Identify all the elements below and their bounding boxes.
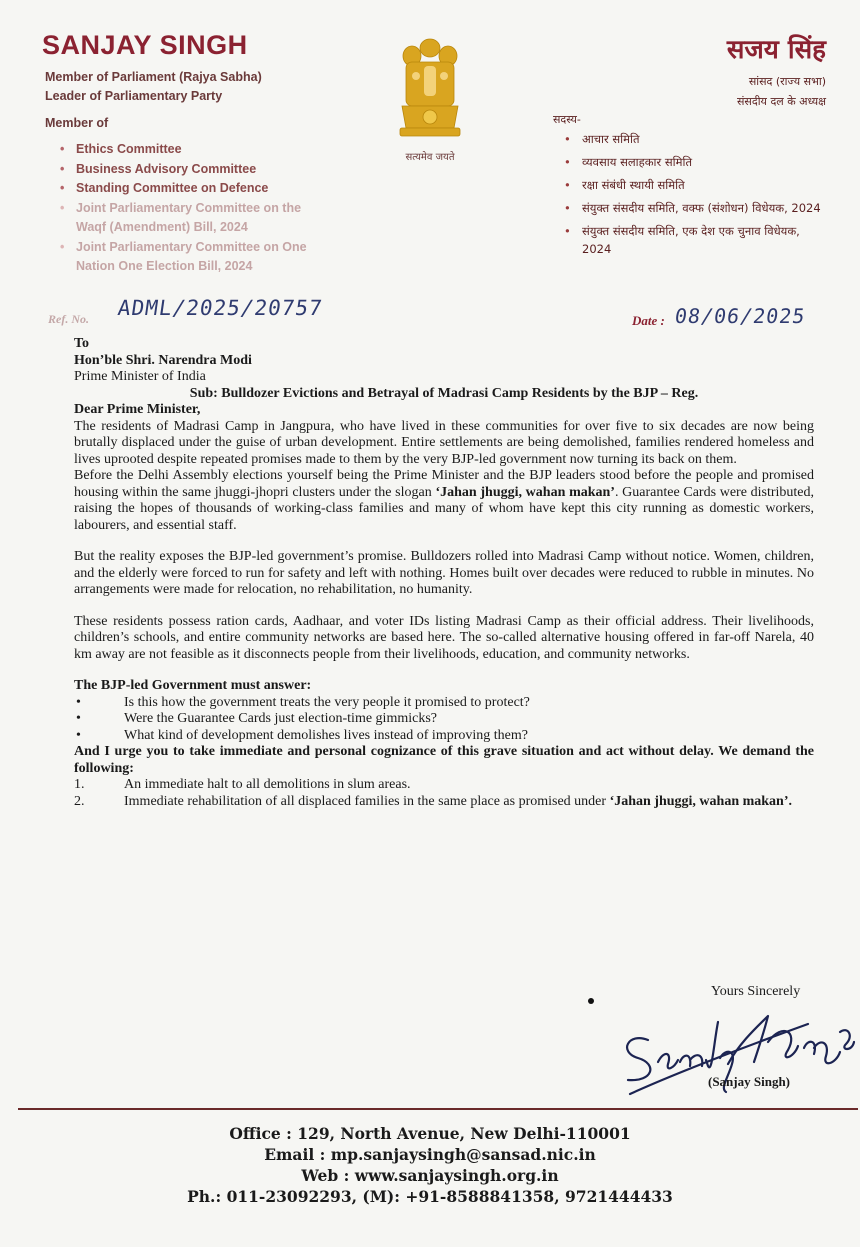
- committee-item: • Standing Committee on Defence: [52, 179, 316, 199]
- question-item: • Were the Guarantee Cards just election-time gimmicks?: [74, 711, 814, 728]
- demand-text: An immediate halt to all demolitions in slum areas.: [124, 777, 411, 792]
- paragraph-4: These residents possess ration cards, Aadhaar, and voter IDs listing Madrasi Camp as their official address. Their livelihoods, children’s schools, and entire community networks are based here. The so-called alternative housing offered in far-off Narela, 40 km away are not feasible as it disconnects people from their livelihoods, education, and community networks.: [74, 613, 814, 662]
- subject-line: Sub: Bulldozer Evictions and Betrayal of Madrasi Camp Residents by the BJP – Reg.: [189, 385, 699, 401]
- letterhead-name-hindi: सजय सिंह: [726, 35, 826, 65]
- demand-item: [74, 794, 814, 811]
- committee-item: • Business Advisory Committee: [52, 160, 316, 180]
- slogan: ‘Jahan jhuggi, wahan makan’: [435, 484, 615, 500]
- reference-label: Ref. No.: [48, 312, 89, 326]
- member-of-label-hindi: सदस्य-: [553, 113, 581, 126]
- letterhead-title-hindi-mp: सांसद (राज्य सभा): [748, 75, 826, 88]
- committee-item: • Joint Parliamentary Committee on One Nation One Election Bill, 2024: [52, 238, 316, 277]
- paragraph-3: But the reality exposes the BJP-led government’s promise. Bulldozers rolled into Madrasi Camp without notice. Women, children, and the elderly were forced to run for safety and left with nothing. Homes built over decades were reduced to rubble in minutes. No arrangements were made for relocation, no rehabilitation, no humanity.: [74, 549, 814, 597]
- footer-web: Web : www.sanjaysingh.org.in: [301, 1166, 559, 1185]
- demand-number: 1.: [74, 777, 85, 792]
- paragraph-2: [74, 468, 814, 534]
- closing-text: Yours Sincerely: [711, 984, 801, 999]
- urge-paragraph: And I urge you to take immediate and personal cognizance of this grave situation and act without delay. We demand the following:: [74, 744, 814, 776]
- questions-list: [74, 695, 814, 745]
- date-value: 08/06/2025: [673, 304, 808, 328]
- question-item: • What kind of development demolishes lives instead of improving them?: [74, 728, 814, 745]
- letterhead-title-hindi-leader: संसदीय दल के अध्यक्ष: [737, 95, 826, 108]
- emblem-motto: सत्यमेव जयते: [405, 152, 455, 163]
- recipient-title: Prime Minister of India: [74, 369, 206, 384]
- footer-contact: [0, 1123, 860, 1207]
- committee-list-english: [52, 140, 316, 277]
- footer-divider: [18, 1108, 858, 1110]
- footer-office: Office : 129, North Avenue, New Delhi-110001: [229, 1124, 631, 1143]
- paragraph-2-end: . Guarantee Cards were distributed, raising the hopes of thousands of working-class families and many of whom have kept this city running as domestic workers, labourers, and essential staff.: [74, 484, 815, 533]
- demand-slogan: ‘Jahan jhuggi, wahan makan’.: [609, 793, 792, 809]
- salutation: Dear Prime Minister,: [74, 402, 201, 417]
- questions-heading: The BJP-led Government must answer:: [74, 678, 312, 693]
- member-of-label: Member of: [45, 116, 109, 130]
- committee-item: • Ethics Committee: [52, 140, 316, 160]
- letter-body: [74, 336, 814, 810]
- reference-number: ADML/2025/20757: [116, 296, 325, 320]
- date-label: Date :: [632, 313, 665, 328]
- recipient-name: Hon’ble Shri. Narendra Modi: [74, 352, 252, 368]
- footer-phone: Ph.: 011-23092293, (M): +91-8588841358, 9721444433: [187, 1187, 673, 1206]
- paragraph-1: The residents of Madrasi Camp in Jangpura, who have lived in these communities for over five to six decades are now being brutally displaced under the guise of urban development. Entire settlements are being demolished, families rendered homeless and lives uprooted despite repeated promises made to them by the very BJP-led government now turning its back on them.: [74, 418, 814, 467]
- committee-item: • Joint Parliamentary Committee on the Waqf (Amendment) Bill, 2024: [52, 199, 316, 238]
- national-emblem-icon: [388, 36, 472, 166]
- committee-item-hindi: • व्यवसाय सलाहकार समिति: [558, 153, 848, 171]
- signatory-name: (Sanjay Singh): [708, 1074, 790, 1089]
- committee-list-hindi: [558, 130, 848, 263]
- committee-item-hindi: • संयुक्त संसदीय समिति, एक देश एक चुनाव विधेयक, 2024: [558, 222, 822, 258]
- demand-number: 2.: [74, 793, 85, 809]
- to-label: To: [74, 336, 90, 351]
- letterhead-title-leader: Leader of Parliamentary Party: [45, 89, 223, 103]
- paragraph-2-start: Before the Delhi Assembly elections yourself being the Prime Minister and the BJP leaders stood before the people and promised housing within the same jhuggi-jhopri clusters under the slogan: [74, 468, 814, 500]
- committee-item-hindi: • संयुक्त संसदीय समिति, वक्फ (संशोधन) विधेयक, 2024: [558, 199, 822, 217]
- letterhead-title-mp: Member of Parliament (Rajya Sabha): [45, 70, 262, 84]
- letterhead-name-english: SANJAY SINGH: [42, 30, 248, 60]
- footer-email: Email : mp.sanjaysingh@sansad.nic.in: [264, 1145, 596, 1164]
- demand-text: Immediate rehabilitation of all displaced families in the same place as promised under: [124, 793, 610, 809]
- committee-item-hindi: • रक्षा संबंधी स्थायी समिति: [558, 176, 848, 194]
- demands-list: [74, 777, 814, 810]
- committee-item-hindi: • आचार समिति: [558, 130, 848, 148]
- question-item: • Is this how the government treats the very people it promised to protect?: [74, 695, 814, 712]
- demand-item: [74, 777, 814, 794]
- ink-dot: [588, 998, 594, 1004]
